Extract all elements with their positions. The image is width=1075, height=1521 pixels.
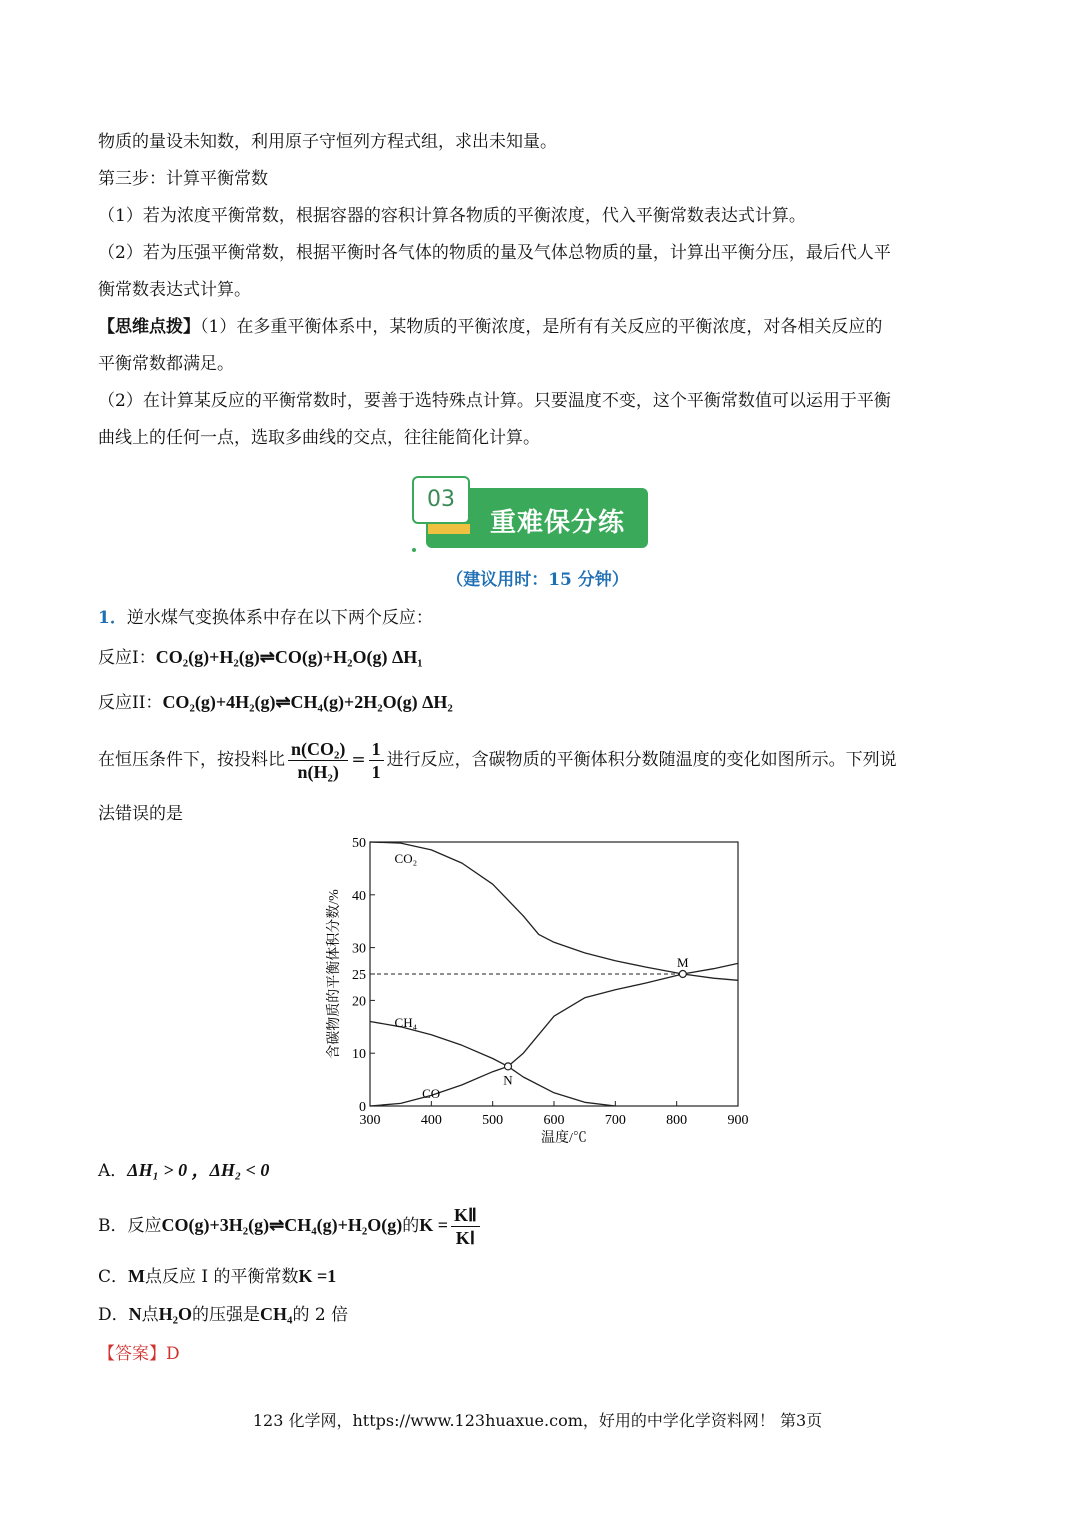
series-label: CO bbox=[422, 1086, 441, 1102]
equals-sign: = bbox=[351, 750, 366, 770]
paragraph-5a bbox=[98, 315, 882, 339]
option-d-text2: 的压强是 bbox=[192, 1305, 261, 1325]
option-d-h2o: H₂O bbox=[158, 1304, 193, 1324]
y-tick-label: 20 bbox=[352, 994, 366, 1010]
annotation-label: N bbox=[503, 1072, 513, 1088]
condition-post: 进行反应，含碳物质的平衡体积分数随温度的变化如图所示。下列说 bbox=[386, 750, 897, 770]
option-b-mid: 的 bbox=[402, 1216, 420, 1236]
reaction-1-label: 反应I： bbox=[98, 648, 156, 668]
y-tick-label: 25 bbox=[352, 968, 366, 983]
time-hint: （建议用时：15 分钟） bbox=[446, 570, 629, 590]
feed-ratio-denominator: n(H₂) bbox=[297, 762, 339, 782]
ratio-value-denominator: 1 bbox=[371, 762, 381, 782]
paragraph-6a: （2）在计算某反应的平衡常数时，要善于选特殊点计算。只要温度不变，这个平衡常数值可以运用于平衡 bbox=[98, 391, 891, 411]
section-badge bbox=[412, 476, 652, 556]
reaction-2 bbox=[98, 690, 453, 715]
reaction-1-equation: CO₂(g)+H₂(g)⇌CO(g)+H₂O(g) ΔH₁ bbox=[155, 647, 423, 667]
option-a[interactable] bbox=[98, 1158, 269, 1183]
badge-dot bbox=[412, 548, 416, 552]
option-d-n: N bbox=[128, 1304, 142, 1324]
feed-ratio-fraction bbox=[288, 738, 348, 783]
series-line bbox=[370, 1022, 615, 1107]
option-b-equation: CO(g)+3H₂(g)⇌CH₄(g)+H₂O(g) bbox=[161, 1215, 403, 1235]
answer-value: D bbox=[166, 1344, 180, 1364]
y-tick-label: 50 bbox=[352, 836, 366, 851]
equilibrium-chart bbox=[320, 830, 760, 1150]
option-b-k: K = bbox=[419, 1215, 449, 1235]
feed-ratio-numerator: n(CO₂) bbox=[288, 738, 348, 761]
paragraph-6b: 曲线上的任何一点，选取多曲线的交点，往往能简化计算。 bbox=[98, 428, 540, 448]
reaction-2-equation: CO₂(g)+4H₂(g)⇌CH₄(g)+2H₂O(g) ΔH₂ bbox=[162, 692, 453, 712]
annotation-label: M bbox=[677, 955, 689, 970]
paragraph-step-three: 第三步：计算平衡常数 bbox=[98, 169, 268, 189]
condition-pre: 在恒压条件下，按投料比 bbox=[98, 750, 285, 770]
option-b-numerator: KⅡ bbox=[451, 1204, 480, 1227]
answer-label: 【答案】 bbox=[98, 1344, 166, 1364]
ratio-value-fraction bbox=[369, 738, 384, 783]
annotation-point bbox=[679, 971, 686, 978]
paragraph-4b: 衡常数表达式计算。 bbox=[98, 280, 251, 300]
reaction-2-label: 反应II： bbox=[98, 693, 163, 713]
option-b-fraction bbox=[451, 1204, 480, 1249]
option-a-label: A． bbox=[98, 1161, 128, 1181]
option-a-text: ΔH₁ > 0 ，ΔH₂ < 0 bbox=[127, 1160, 270, 1180]
condition-line bbox=[98, 736, 897, 784]
option-d[interactable] bbox=[98, 1302, 348, 1327]
page-footer: 123 化学网，https://www.123huaxue.com，好用的中学化学资料网！ 第3页 bbox=[252, 1411, 823, 1430]
x-tick-label: 400 bbox=[420, 1113, 442, 1128]
answer-line bbox=[98, 1342, 180, 1366]
option-b-pre: 反应 bbox=[127, 1216, 162, 1236]
x-tick-label: 500 bbox=[482, 1113, 504, 1128]
option-b-label: B． bbox=[98, 1216, 128, 1236]
option-d-text3: 的 2 倍 bbox=[292, 1305, 349, 1325]
paragraph-3: （1）若为浓度平衡常数，根据容器的容积计算各物质的平衡浓度，代入平衡常数表达式计算。 bbox=[98, 206, 806, 226]
badge-accent bbox=[428, 524, 470, 534]
question-stem bbox=[98, 606, 433, 630]
condition-tail: 法错误的是 bbox=[98, 804, 183, 824]
paragraph-4a: （2）若为压强平衡常数，根据平衡时各气体的物质的量及气体总物质的量，计算出平衡分压，最后代人平 bbox=[98, 243, 891, 263]
section-title: 重难保分练 bbox=[490, 508, 626, 538]
option-c-k: K =1 bbox=[298, 1266, 337, 1286]
option-c-label: C． bbox=[98, 1267, 129, 1287]
thinking-tip-label: 【思维点拨】 bbox=[98, 317, 200, 337]
option-c-m: M bbox=[128, 1266, 146, 1286]
paragraph-5a-text: （1）在多重平衡体系中，某物质的平衡浓度，是所有有关反应的平衡浓度，对各相关反应的 bbox=[200, 317, 883, 337]
paragraph-1: 物质的量设未知数，利用原子守恒列方程式组，求出未知量。 bbox=[98, 132, 557, 152]
y-tick-label: 40 bbox=[352, 888, 366, 904]
x-tick-label: 800 bbox=[666, 1113, 688, 1128]
series-label: CO₂ bbox=[394, 851, 418, 867]
y-tick-label: 10 bbox=[352, 1047, 366, 1063]
annotation-point bbox=[505, 1063, 512, 1070]
option-c-text: 点反应 I 的平衡常数 bbox=[145, 1267, 299, 1287]
y-tick-label: 30 bbox=[352, 941, 366, 957]
option-d-label: D． bbox=[98, 1305, 129, 1325]
option-d-ch4: CH₄ bbox=[260, 1304, 293, 1324]
y-axis-label: 含碳物质的平衡体积分数/% bbox=[327, 889, 342, 1059]
series-line bbox=[370, 963, 738, 1106]
option-b-denominator: KⅠ bbox=[455, 1228, 476, 1248]
paragraph-5b: 平衡常数都满足。 bbox=[98, 354, 234, 374]
option-c[interactable] bbox=[98, 1264, 336, 1289]
y-tick-label: 0 bbox=[359, 1100, 366, 1115]
series-label: CH₄ bbox=[394, 1014, 418, 1030]
x-tick-label: 700 bbox=[604, 1113, 626, 1128]
reaction-1 bbox=[98, 645, 423, 670]
question-stem-text: 逆水煤气变换体系中存在以下两个反应： bbox=[126, 608, 433, 628]
x-tick-label: 900 bbox=[727, 1113, 749, 1128]
question-number: 1． bbox=[98, 608, 127, 628]
x-tick-label: 300 bbox=[359, 1113, 381, 1128]
ratio-value-numerator: 1 bbox=[369, 738, 384, 761]
option-b[interactable] bbox=[98, 1200, 483, 1251]
x-axis-label: 温度/℃ bbox=[541, 1131, 587, 1146]
x-tick-label: 600 bbox=[543, 1113, 565, 1128]
option-d-text1: 点 bbox=[141, 1305, 159, 1325]
section-number: 03 bbox=[412, 476, 470, 524]
